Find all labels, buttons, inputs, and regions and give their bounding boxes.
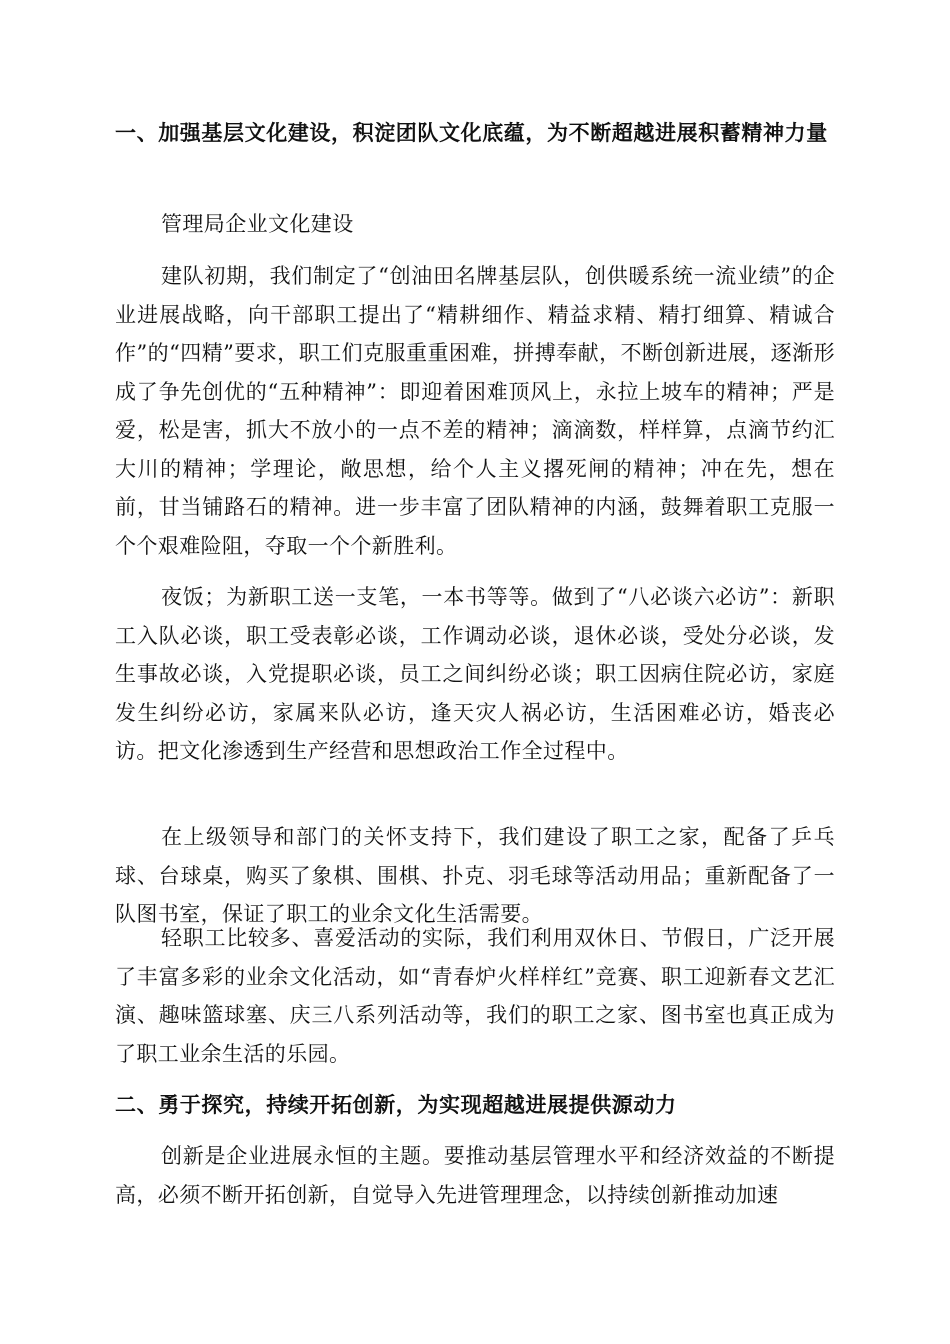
paragraph-talks-and-visits: 夜饭；为新职工送一支笔，一本书等等。做到了“八必谈六必访”：新职工入队必谈，职工受表彰必谈，工作调动必谈，退休必谈，受处分必谈，发生事故必谈，入党提职必谈，员工之间纠纷必谈；职工因病住院必访，家庭发生纠纷必访，家属来队必访，逢天灾人祸必访，生活困难必访，婚丧必访。把文化渗透到生产经营和思想政治工作全过程中。 [115, 585, 835, 763]
paragraph-innovation: 创新是企业进展永恒的主题。要推动基层管理水平和经济效益的不断提高，必须不断开拓创新，自觉导入先进管理理念，以持续创新推动加速 [115, 1144, 835, 1207]
paragraph-cultural-activities: 轻职工比较多、喜爱活动的实际，我们利用双休日、节假日，广泛开展了丰富多彩的业余文化活动，如“青春炉火样样红”竞赛、职工迎新春文艺汇演、趣味篮球塞、庆三八系列活动等，我们的职工之家、图书室也真正成为了职工业余生活的乐园。 [115, 926, 835, 1066]
paragraph-staff-home: 在上级领导和部门的关怀支持下，我们建设了职工之家，配备了乒乓球、台球桌，购买了象棋、围棋、扑克、羽毛球等活动用品；重新配备了一队图书室，保证了职工的业余文化生活需要。 [115, 825, 835, 926]
section-heading-2: 二、勇于探究，持续开拓创新，为实现超越进展提供源动力 [115, 1093, 677, 1117]
paragraph-team-spirit: 建队初期，我们制定了“创油田名牌基层队，创供暖系统一流业绩”的企业进展战略，向干部职工提出了“精耕细作、精益求精、精打细算、精诚合作”的“四精”要求，职工们克服重重困难，拼搏奉献，不断创新进展，逐渐形成了争先创优的“五种精神”：即迎着困难顶风上，永拉上坡车的精神；严是爱，松是害，抓大不放小的一点不差的精神；滴滴数，样样算，点滴节约汇大川的精神；学理论，敞思想，给个人主义撂死闸的精神；冲在先，想在前，甘当铺路石的精神。进一步丰富了团队精神的内涵，鼓舞着职工克服一个个艰难险阻，夺取一个个新胜利。 [115, 264, 835, 558]
section-subtitle: 管理局企业文化建设 [161, 212, 354, 236]
section-heading-1: 一、加强基层文化建设，积淀团队文化底蕴，为不断超越进展积蓄精神力量 [115, 121, 828, 145]
